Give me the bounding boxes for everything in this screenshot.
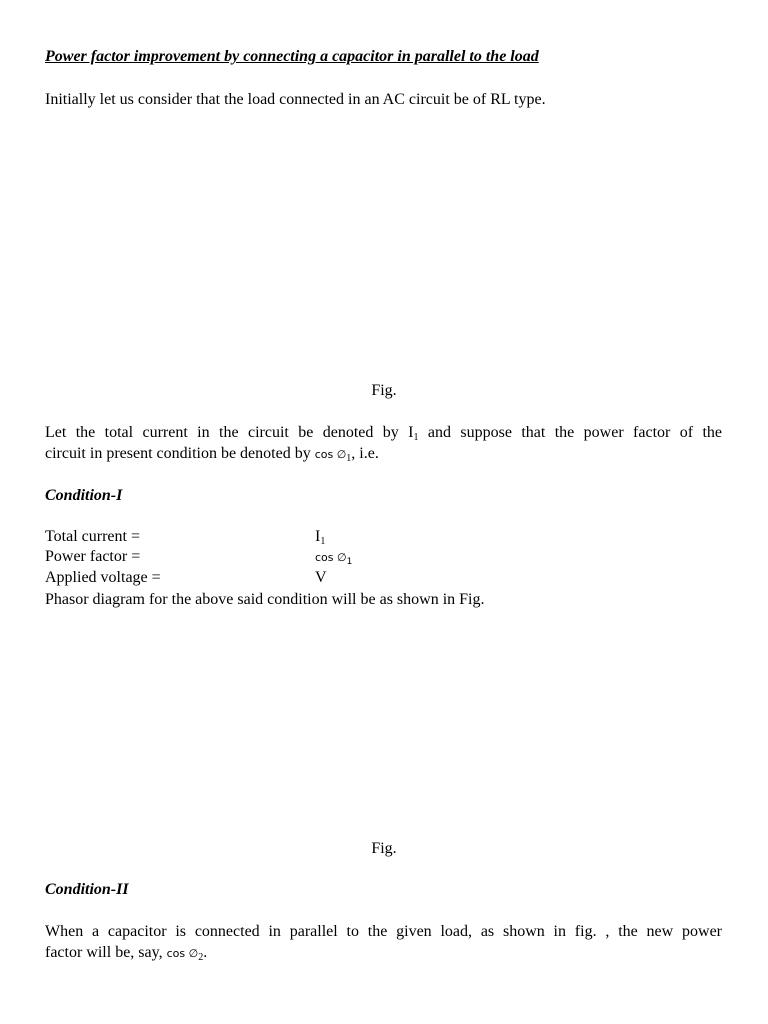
- subscript: 1: [320, 536, 326, 547]
- cos-phi-symbol: cos ∅: [166, 947, 199, 960]
- paragraph-text: and suppose that the power factor of the: [418, 424, 723, 441]
- subscript: 1: [346, 453, 352, 464]
- condition-1-heading: Condition-I: [45, 487, 123, 504]
- value-text: V: [315, 569, 327, 586]
- paragraph-text: .: [203, 944, 208, 961]
- row-label: Power factor =: [45, 548, 141, 565]
- cos-phi-symbol: cos ∅: [314, 448, 347, 461]
- condition-2-heading: Condition-II: [45, 881, 129, 898]
- figure-caption-1: Fig.: [371, 382, 397, 399]
- intro-paragraph: Initially let us consider that the load connected in an AC circuit be of RL type.: [45, 91, 546, 108]
- paragraph-text: , i.e.: [351, 445, 379, 462]
- figure-caption-2: Fig.: [371, 840, 397, 857]
- condition-2-line-1: When a capacitor is connected in parallel to the given load, as shown in fig. , the new power: [45, 923, 722, 940]
- document-title: Power factor improvement by connecting a capacitor in parallel to the load: [45, 48, 539, 65]
- phasor-diagram-text: Phasor diagram for the above said condition will be as shown in Fig.: [45, 591, 485, 608]
- row-label: Total current =: [45, 528, 140, 545]
- cos-phi-symbol: cos ∅: [315, 551, 347, 564]
- row-label: Applied voltage =: [45, 569, 161, 586]
- condition-row-applied-voltage: [45, 568, 465, 588]
- subscript: 1: [346, 557, 353, 567]
- condition-row-total-current: [45, 527, 465, 547]
- row-value: [315, 568, 327, 588]
- paragraph-text: factor will be, say,: [45, 944, 167, 961]
- paragraph-text: Let the total current in the circuit be denoted by I: [45, 424, 414, 441]
- subscript: 2: [198, 952, 204, 963]
- value-text: I: [315, 528, 321, 545]
- paragraph-line-2: [45, 444, 379, 469]
- subscript: 1: [413, 432, 419, 443]
- paragraph-text: circuit in present condition be denoted by: [45, 445, 315, 462]
- condition-2-line-2: [45, 943, 207, 968]
- condition-row-power-factor: [45, 547, 465, 567]
